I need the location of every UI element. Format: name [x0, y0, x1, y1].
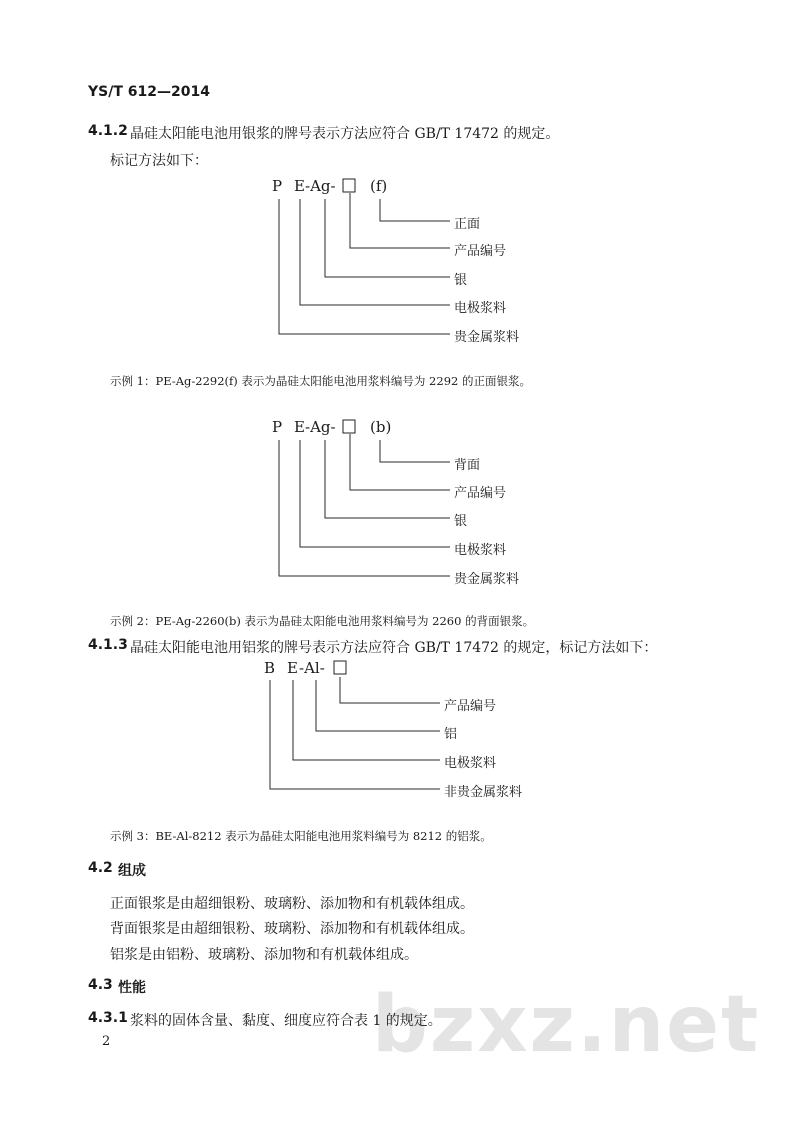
clause-number-4-1-3: 4.1.3	[88, 637, 128, 653]
diagram-2-label-precious: 贵金属浆料	[454, 572, 520, 587]
diagram-2-code-ag: -Ag-	[305, 418, 336, 436]
diagram-2-label-silver: 银	[454, 514, 468, 529]
diagram-1-label-electrode: 电极浆料	[454, 301, 507, 316]
diagram-1-code-suffix: (f)	[370, 177, 388, 195]
clause-text-4-3-1: 浆料的固体含量、黏度、细度应符合表 1 的规定。	[130, 1013, 442, 1029]
diagram-1-label-precious: 贵金属浆料	[454, 330, 520, 345]
clause-number-4-1-2: 4.1.2	[88, 123, 128, 139]
diagram-3-code-e: E	[287, 659, 298, 677]
composition-line-front-silver: 正面银浆是由超细银粉、玻璃粉、添加物和有机载体组成。	[110, 896, 474, 912]
diagram-3-label-product-no: 产品编号	[444, 699, 497, 714]
diagram-1-code-e: E	[294, 177, 305, 195]
diagram-1-label-silver: 银	[454, 273, 468, 288]
diagram-3-label-aluminum: 铝	[444, 727, 458, 742]
diagram-1-code-p: P	[272, 177, 283, 195]
diagram-1-code-ag: -Ag-	[305, 177, 336, 195]
section-number-4-2: 4.2	[88, 860, 113, 876]
diagram-1-label-front: 正面	[454, 217, 481, 232]
watermark: bzxz.net	[372, 980, 761, 1070]
example-3: 示例 3：BE-Al-8212 表示为晶硅太阳能电池用浆料编号为 8212 的铝浆。	[110, 829, 492, 843]
section-number-4-3: 4.3	[88, 977, 113, 993]
section-title-performance: 性能	[118, 980, 146, 996]
diagram-2-label-product-no: 产品编号	[454, 486, 507, 501]
section-title-composition: 组成	[118, 863, 146, 879]
diagram-2-code-e: E	[294, 418, 305, 436]
composition-line-aluminum: 铝浆是由铝粉、玻璃粉、添加物和有机载体组成。	[110, 947, 418, 963]
diagram-2-label-back: 背面	[454, 458, 481, 473]
diagram-1-label-product-no: 产品编号	[454, 244, 507, 259]
example-1: 示例 1：PE-Ag-2292(f) 表示为晶硅太阳能电池用浆料编号为 2292 的正面银浆。	[110, 374, 531, 388]
clause-text-4-1-2: 晶硅太阳能电池用银浆的牌号表示方法应符合 GB/T 17472 的规定。	[130, 126, 560, 142]
diagram-3-label-non-precious: 非贵金属浆料	[444, 785, 523, 800]
diagram-2-label-electrode: 电极浆料	[454, 543, 507, 558]
diagram-3-code-al: -Al-	[299, 659, 325, 677]
diagram-3-code-b: B	[264, 659, 276, 677]
clause-number-4-3-1: 4.3.1	[88, 1010, 128, 1026]
diagram-3-label-electrode: 电极浆料	[444, 756, 497, 771]
standard-number: YS/T 612—2014	[88, 84, 210, 100]
diagram-2-code-suffix: (b)	[370, 418, 392, 436]
example-2: 示例 2：PE-Ag-2260(b) 表示为晶硅太阳能电池用浆料编号为 2260 的背面银浆。	[110, 614, 535, 628]
marking-method-intro: 标记方法如下：	[110, 153, 208, 169]
clause-text-4-1-3: 晶硅太阳能电池用铝浆的牌号表示方法应符合 GB/T 17472 的规定，标记方法如下：	[130, 640, 658, 656]
page-number: 2	[102, 1034, 111, 1049]
composition-line-back-silver: 背面银浆是由超细银粉、玻璃粉、添加物和有机载体组成。	[110, 921, 474, 937]
diagram-2-code-p: P	[272, 418, 283, 436]
